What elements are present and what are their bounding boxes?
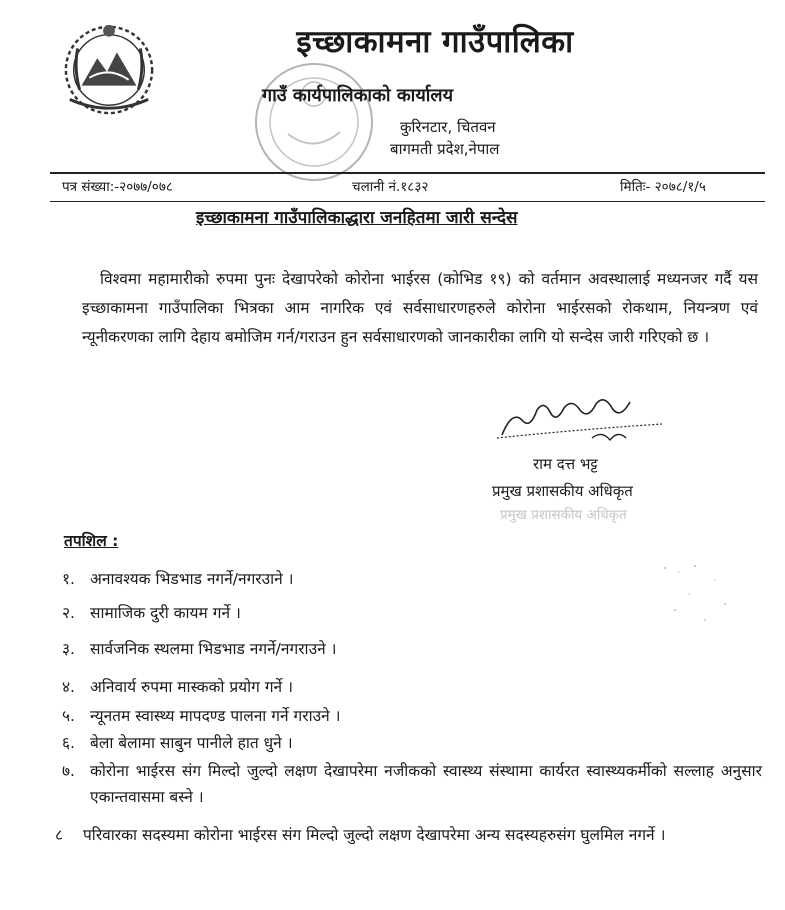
item-text: सार्वजनिक स्थलमा भिडभाड नगर्ने/नगराउने । [90, 640, 337, 658]
item-text: सामाजिक दुरी कायम गर्ने । [90, 604, 241, 622]
list-item [55, 822, 762, 848]
list-item [62, 637, 336, 659]
item-number: ६. [62, 734, 75, 752]
scan-noise [655, 560, 735, 630]
item-text: न्यूनतम स्वास्थ्य मापदण्ड पालना गर्ने गराउने । [90, 707, 341, 725]
item-number: १. [62, 570, 75, 588]
reference-row [62, 177, 762, 199]
list-item [62, 758, 762, 810]
signatory-name: राम दत्त भट्ट [533, 455, 598, 473]
list-item [62, 675, 293, 697]
details-heading: तपशिल : [64, 532, 119, 550]
item-text: अनावश्यक भिडभाड नगर्ने/नगरउाने । [90, 570, 294, 588]
item-text: परिवारका सदस्यमा कोरोना भाईरस संग मिल्दो जुल्दो लक्षण देखापरेमा अन्य सदस्यहरुसंग घुलमिल नगर्ने । [83, 826, 666, 844]
office-subtitle: गाउँ कार्यपालिकाको कार्यालय [262, 85, 454, 106]
address-line-1: कुरिनटार, चितवन [400, 118, 496, 136]
item-text: बेला बेलामा साबुन पानीले हात धुने । [90, 734, 293, 752]
nepal-emblem-logo [60, 18, 158, 118]
item-number: ३. [62, 640, 75, 658]
letter-number: पत्र संख्या:-२०७७/०७८ [62, 179, 173, 195]
letter-date: मितिः- २०७८/१/५ [620, 179, 706, 195]
list-item [62, 704, 341, 726]
signature [492, 380, 672, 450]
item-number: ४. [62, 678, 75, 696]
item-text: अनिवार्य रुपमा मास्कको प्रयोग गर्ने । [90, 678, 293, 696]
item-number: २. [62, 604, 75, 622]
reference-divider [50, 201, 765, 202]
item-number: ५. [62, 707, 75, 725]
notice-body: विश्वमा महामारीको रुपमा पुनः देखापरेको कोरोना भाईरस (कोभिड १९) को वर्तमान अवस्थालाई मध्यनजर गर्दै यस इच्छाकामना गाउँपालिका भित्रका आम नागरिक एवं सर्वसाधारणहरुले कोरोना भाईरसको रोकथाम, नियन्त्रण एवं न्यूनीकरणका लागि देहाय बमोजिम गर्न/गराउन हुन सर्वसाधारणको जानकारीका लागि यो सन्देस जारी गरिएको छ । [82, 270, 758, 346]
office-title: इच्छाकामना गाउँपालिका [296, 24, 574, 60]
signatory-stamp: प्रमुख प्रशासकीय अधिकृत [500, 507, 627, 523]
item-number: ८ [55, 826, 64, 844]
item-text: कोरोना भाईरस संग मिल्दो जुल्दो लक्षण देखापरेमा नजीकको स्वास्थ्य संस्थामा कार्यरत स्वास्थ्यकर्मीको सल्लाह अनुसार एकान्तवासमा बस्ने । [90, 762, 762, 806]
office-stamp [248, 54, 383, 189]
list-item [62, 567, 294, 589]
item-number: ७. [62, 762, 75, 780]
header-divider [50, 172, 765, 174]
subject-heading: इच्छाकामना गाउँपालिकाद्धारा जनहितमा जारी सन्देस [196, 208, 518, 228]
dispatch-number: चलानी नं.१८३२ [352, 179, 429, 195]
list-item [62, 601, 241, 623]
address-line-2: बागमती प्रदेश,नेपाल [390, 140, 500, 158]
list-item [62, 731, 293, 753]
signatory-title: प्रमुख प्रशासकीय अधिकृत [492, 482, 633, 500]
